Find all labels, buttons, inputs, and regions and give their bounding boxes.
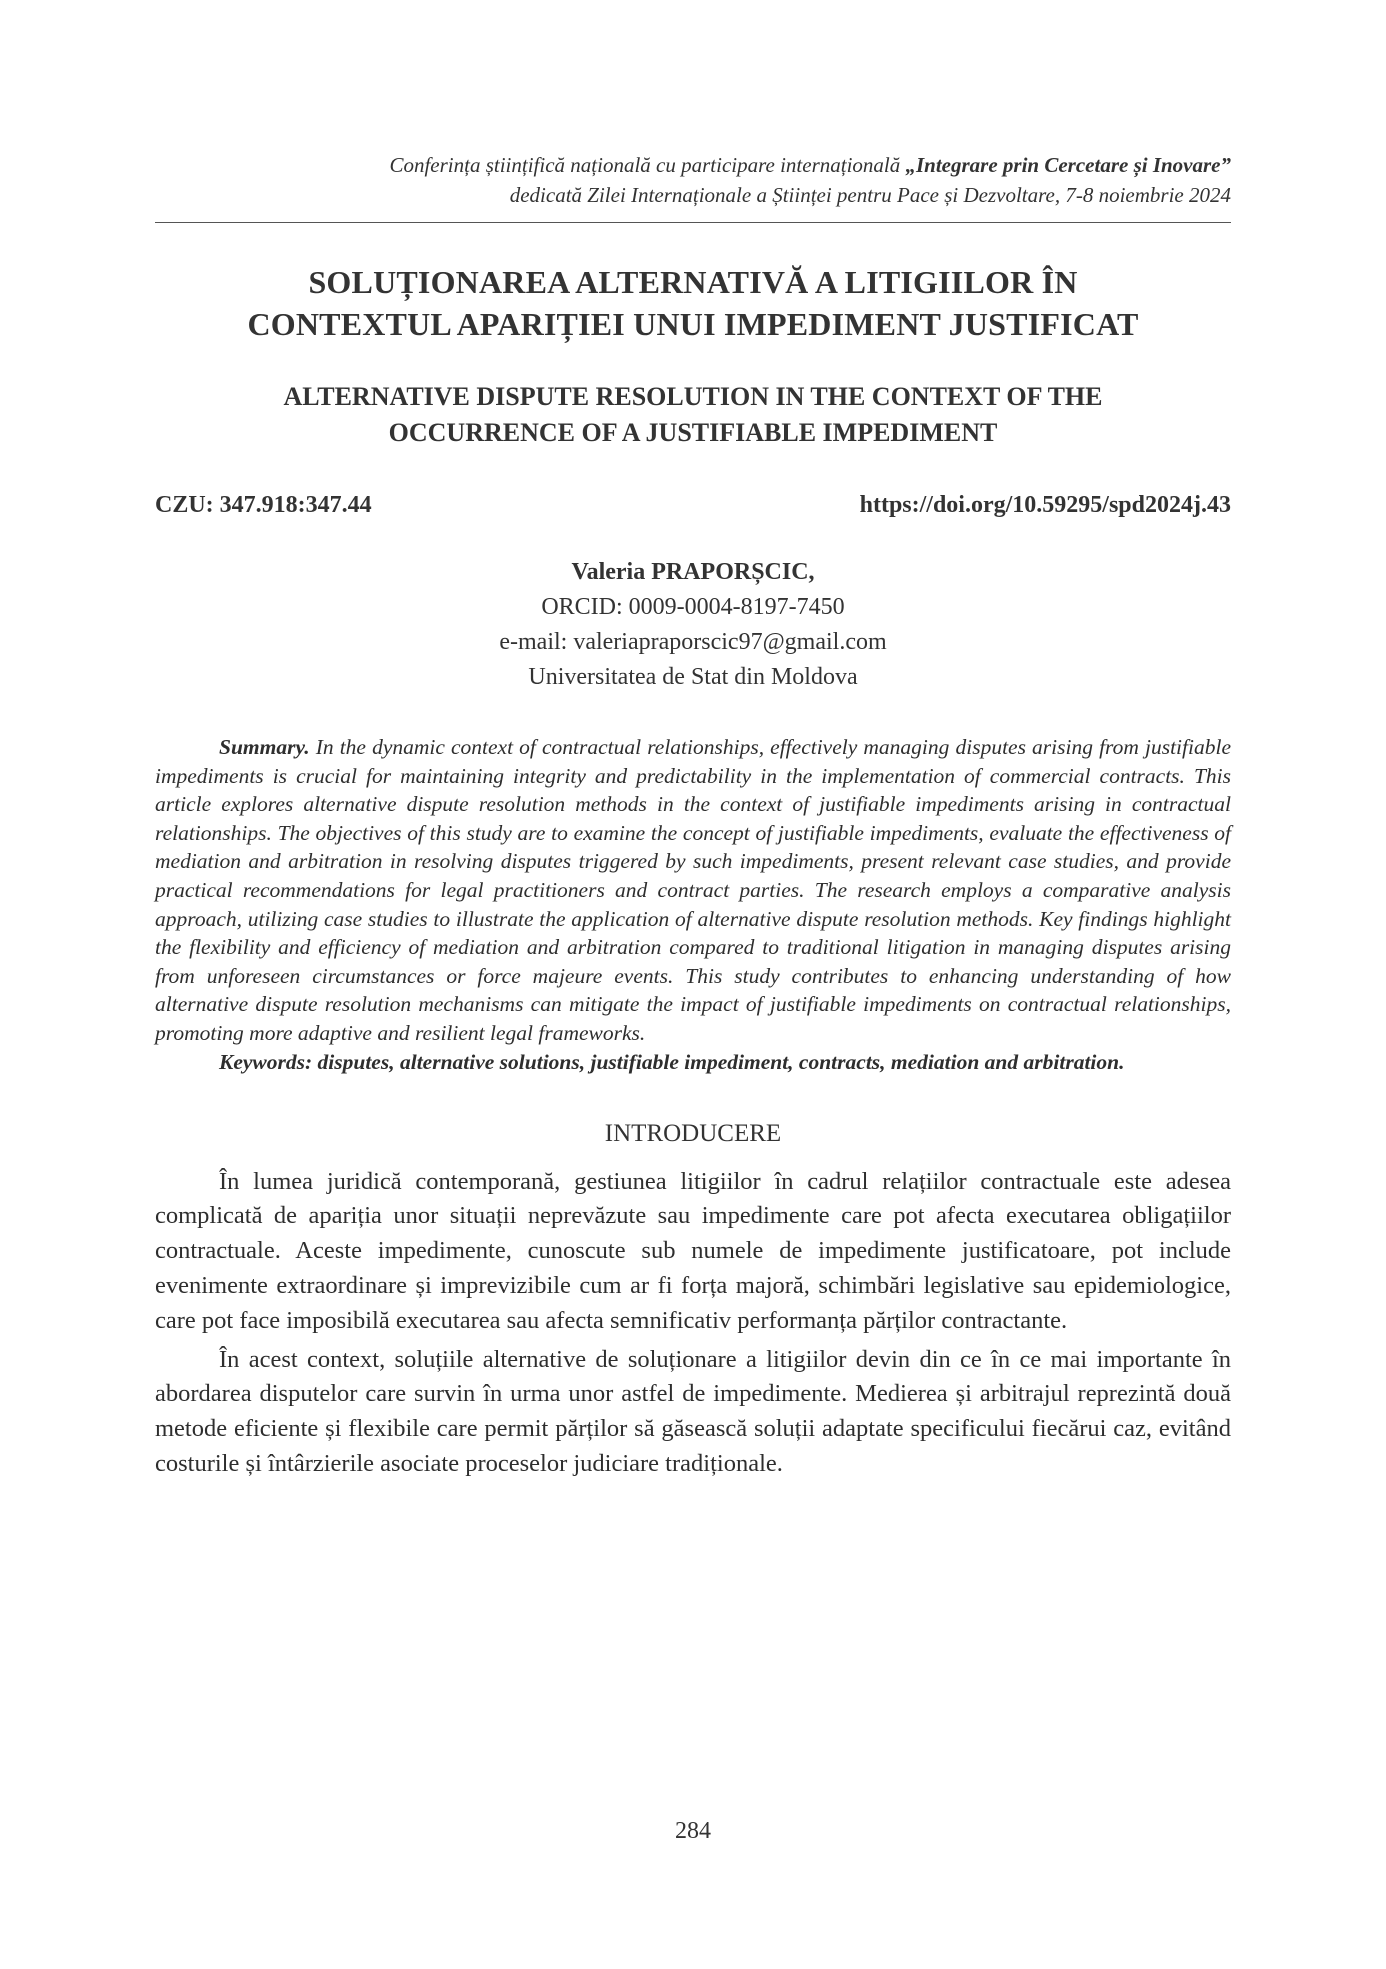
body-paragraph: În lumea juridică contemporană, gestiunea litigiilor în cadrul relațiilor contractuale este adesea complicată de apariția unor situații neprevăzute sau impedimente care pot afecta executarea obligațiilor contractuale. Aceste impedimente, cunoscute sub numele de impedimente justificatoare, pot include evenimente extraordinare și imprevizibile cum ar fi forța majoră, schimbări legislative sau epidemiologice, care pot face imposibilă executarea sau afecta semnificativ performanța părților contractante. bbox=[155, 1167, 1231, 1334]
body-paragraph: În acest context, soluțiile alternative de soluționare a litigiilor devin din ce în ce mai importante în abordarea disputelor care survin în urma unor astfel de impedimente. Medierea și arbitrajul reprezintă două metode eficiente și flexibile care permit părților să găsească soluții adaptate specificului fiecărui caz, evitând costurile și întârzierile asociate proceselor judiciare tradiționale. bbox=[155, 1345, 1231, 1477]
author-affiliation: Universitatea de Stat din Moldova bbox=[528, 664, 858, 690]
conference-header-emphasis: „Integrare prin Cercetare și Inovare” bbox=[905, 153, 1231, 177]
author-block bbox=[155, 555, 1231, 695]
title-english-line2: OCCURRENCE OF A JUSTIFIABLE IMPEDIMENT bbox=[388, 418, 998, 447]
page-number: 284 bbox=[675, 1818, 711, 1844]
title-romanian bbox=[155, 261, 1231, 345]
author-name: Valeria PRAPORȘCIC, bbox=[571, 559, 815, 585]
czu-code: CZU: 347.918:347.44 bbox=[155, 492, 372, 518]
title-english bbox=[155, 379, 1231, 451]
author-email[interactable]: e-mail: valeriapraporscic97@gmail.com bbox=[499, 629, 887, 655]
summary-paragraph bbox=[155, 733, 1231, 1048]
doi-link[interactable]: https://doi.org/10.59295/spd2024j.43 bbox=[859, 492, 1231, 518]
metadata-row bbox=[155, 489, 1231, 521]
title-english-line1: ALTERNATIVE DISPUTE RESOLUTION IN THE CONTEXT OF THE bbox=[283, 382, 1103, 411]
paper-page bbox=[155, 150, 1231, 1482]
title-romanian-line2: CONTEXTUL APARIȚIEI UNUI IMPEDIMENT JUSTIFICAT bbox=[247, 306, 1139, 342]
summary-label: Summary. bbox=[219, 735, 310, 759]
conference-header-line2: dedicată Zilei Internaționale a Științei pentru Pace și Dezvoltare, 7-8 noiembrie 2024 bbox=[509, 183, 1231, 207]
summary-text: In the dynamic context of contractual relationships, effectively managing disputes arising from justifiable impediments is crucial for maintaining integrity and predictability in the implementation of commercial contracts. This article explores alternative dispute resolution methods in the context of justifiable impediments arising in contractual relationships. The objectives of this study are to examine the concept of justifiable impediments, evaluate the effectiveness of mediation and arbitration in resolving disputes triggered by such impediments, present relevant case studies, and provide practical recommendations for legal practitioners and contract parties. The research employs a comparative analysis approach, utilizing case studies to illustrate the application of alternative dispute resolution methods. Key findings highlight the flexibility and efficiency of mediation and arbitration compared to traditional litigation in managing disputes arising from unforeseen circumstances or force majeure events. This study contributes to enhancing understanding of how alternative dispute resolution mechanisms can mitigate the impact of justifiable impediments on contractual relationships, promoting more adaptive and resilient legal frameworks. bbox=[155, 735, 1231, 1045]
title-romanian-line1: SOLUȚIONAREA ALTERNATIVĂ A LITIGIILOR ÎN bbox=[308, 264, 1078, 300]
conference-header-line1 bbox=[155, 150, 1231, 180]
conference-header bbox=[155, 150, 1231, 210]
section-title: INTRODUCERE bbox=[604, 1119, 782, 1147]
conference-header-prefix: Conferința științifică națională cu participare internațională bbox=[389, 153, 906, 177]
author-orcid: ORCID: 0009-0004-8197-7450 bbox=[541, 594, 845, 620]
header-divider bbox=[155, 222, 1231, 223]
keywords: Keywords: disputes, alternative solutions, justifiable impediment, contracts, mediation and arbitration. bbox=[219, 1049, 1125, 1074]
